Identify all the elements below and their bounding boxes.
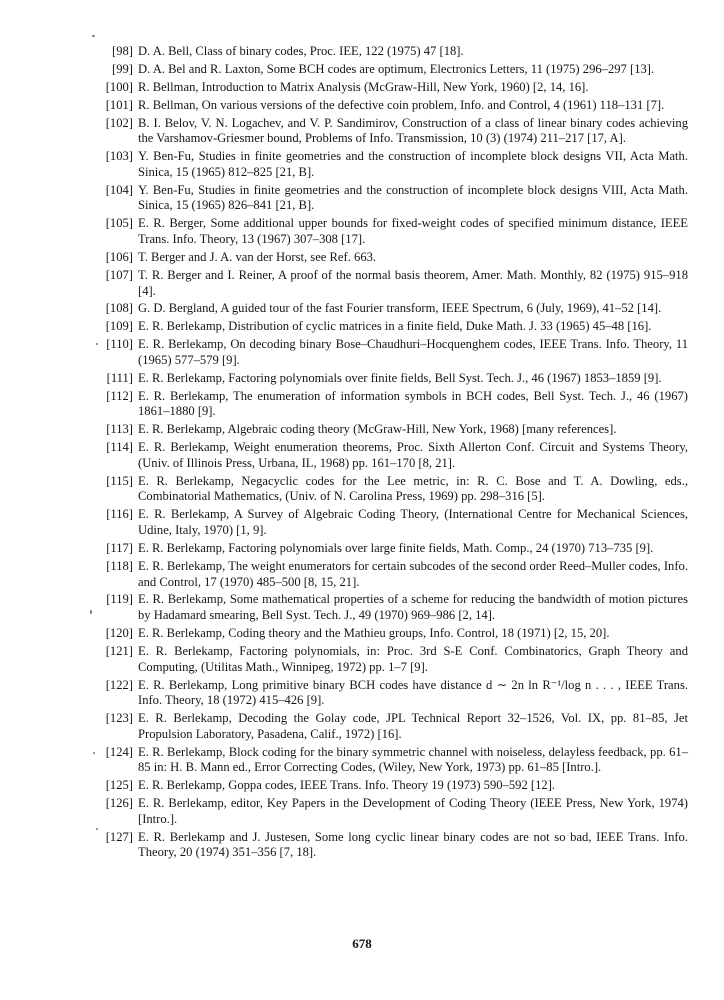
reference-number: [117]	[106, 540, 133, 555]
reference-text: E. R. Berlekamp, Factoring polynomials, in: Proc. 3rd S-E Conf. Combinatorics, Graph Theory and Computing, (Utilitas Math., Winnipeg, 1972) pp. 1–7 [9].	[138, 643, 688, 674]
reference-number: [114]	[106, 440, 133, 455]
reference-text: B. I. Belov, V. N. Logachev, and V. P. Sandimirov, Construction of a class of linear binary codes achieving the Varshamov-Griesmer bound, Problems of Info. Transmission, 10 (3) (1974) 211–217 [17, A].	[138, 115, 688, 146]
reference-item	[98, 474, 688, 505]
reference-item	[98, 371, 688, 387]
reference-item	[98, 149, 688, 180]
reference-number: [120]	[105, 626, 133, 641]
reference-text: E. R. Berger, Some additional upper bounds for fixed-weight codes of specified minimum distance, IEEE Trans. Info. Theory, 13 (1967) 307–308 [17].	[138, 216, 688, 247]
reference-item	[98, 778, 688, 794]
reference-number: [106]	[105, 249, 133, 264]
reference-number: [121]	[105, 643, 133, 658]
reference-item	[98, 644, 688, 675]
reference-number: [127]	[105, 829, 133, 844]
reference-text: E. R. Berlekamp, Algebraic coding theory (McGraw-Hill, New York, 1968) [many references].	[138, 422, 617, 437]
reference-item	[98, 44, 688, 60]
reference-number: [123]	[105, 711, 133, 726]
reference-number: [99]	[112, 61, 133, 76]
reference-text: Y. Ben-Fu, Studies in finite geometries and the construction of incomplete block designs VII, Acta Math. Sinica, 15 (1965) 812–825 [21, B].	[138, 149, 688, 179]
reference-text: E. R. Berlekamp and J. Justesen, Some long cyclic linear binary codes are not so bad, IEEE Trans. Info. Theory, 20 (1974) 351–356 [7, 18].	[138, 829, 688, 860]
reference-item	[98, 62, 688, 78]
reference-text: E. R. Berlekamp, Factoring polynomials over large finite fields, Math. Comp., 24 (1970) 713–735 [9].	[138, 540, 654, 555]
reference-text: E. R. Berlekamp, Goppa codes, IEEE Trans. Info. Theory 19 (1973) 590–592 [12].	[138, 778, 556, 793]
reference-text: E. R. Berlekamp, Decoding the Golay code, JPL Technical Report 32–1526, Vol. IX, pp. 81–85, Jet Propulsion Laboratory, Pasadena, Calif., 1972) [16].	[138, 711, 688, 741]
reference-number: [118]	[106, 558, 133, 573]
scan-speck	[93, 752, 95, 754]
reference-item	[98, 337, 688, 368]
reference-number: [112]	[106, 388, 133, 403]
reference-number: [122]	[105, 677, 133, 692]
reference-number: [102]	[105, 115, 133, 130]
reference-number: [109]	[105, 319, 133, 334]
reference-text: E. R. Berlekamp, Factoring polynomials over finite fields, Bell Syst. Tech. J., 46 (1967) 1853–1859 [9].	[138, 370, 662, 385]
reference-item	[98, 711, 688, 742]
reference-number: [100]	[105, 79, 133, 94]
reference-text: R. Bellman, Introduction to Matrix Analysis (McGraw-Hill, New York, 1960) [2, 14, 16].	[138, 79, 589, 94]
reference-text: Y. Ben-Fu, Studies in finite geometries and the construction of incomplete block designs VIII, Acta Math. Sinica, 15 (1965) 826–841 [21, B].	[138, 182, 688, 213]
reference-text: R. Bellman, On various versions of the defective coin problem, Info. and Control, 4 (1961) 118–131 [7].	[138, 97, 665, 112]
reference-number: [105]	[105, 216, 133, 231]
reference-text: E. R. Berlekamp, Block coding for the binary symmetric channel with noiseless, delayless feedback, pp. 61–85 in: H. B. Mann ed., Error Correcting Codes, (Wiley, New York, 1973) pp. 61–85 [Intro.].	[138, 744, 688, 775]
reference-text: E. R. Berlekamp, Long primitive binary BCH codes have distance d ∼ 2n ln R⁻¹/log n . . . , IEEE Trans. Info. Theory, 18 (1972) 415–426 [9].	[138, 677, 688, 708]
reference-number: [125]	[105, 778, 133, 793]
reference-number: [104]	[105, 182, 133, 197]
reference-text: E. R. Berlekamp, Negacyclic codes for the Lee metric, in: R. C. Bose and T. A. Dowling, eds., Combinatorial Mathematics, (Univ. of N. Carolina Press, 1969) pp. 298–316 [5].	[138, 473, 688, 504]
reference-text: E. R. Berlekamp, On decoding binary Bose–Chaudhuri–Hocquenghem codes, IEEE Trans. Info. Theory, 11 (1965) 577–579 [9].	[138, 337, 688, 367]
reference-text: E. R. Berlekamp, The enumeration of information symbols in BCH codes, Bell Syst. Tech. J., 46 (1967) 1861–1880 [9].	[138, 388, 688, 419]
reference-item	[98, 389, 688, 420]
reference-item	[98, 507, 688, 538]
reference-item	[98, 796, 688, 827]
reference-number: [103]	[105, 149, 133, 164]
reference-item	[98, 250, 688, 266]
reference-number: [113]	[106, 422, 133, 437]
page-number: 678	[352, 936, 372, 951]
reference-text: T. R. Berger and I. Reiner, A proof of the normal basis theorem, Amer. Math. Monthly, 82 (1975) 915–918 [4].	[138, 267, 688, 298]
reference-number: [108]	[105, 301, 133, 316]
reference-number: [110]	[106, 337, 133, 352]
scan-speck	[90, 610, 92, 614]
reference-item	[98, 183, 688, 214]
reference-text: E. R. Berlekamp, Some mathematical properties of a scheme for reducing the bandwidth of motion pictures by Hadamard smearing, Bell Syst. Tech. J., 49 (1970) 969–986 [2, 14].	[138, 592, 688, 623]
reference-item	[98, 216, 688, 247]
reference-item	[98, 80, 688, 96]
reference-text: E. R. Berlekamp, Distribution of cyclic matrices in a finite field, Duke Math. J. 33 (1965) 45–48 [16].	[138, 319, 652, 334]
reference-number: [107]	[105, 267, 133, 282]
scan-speck	[92, 35, 95, 37]
reference-item	[98, 592, 688, 623]
reference-number: [115]	[106, 473, 133, 488]
scan-speck	[96, 343, 98, 345]
reference-item	[98, 626, 688, 642]
reference-text: E. R. Berlekamp, The weight enumerators for certain subcodes of the second order Reed–Muller codes, Info. and Control, 17 (1970) 485–500 [8, 15, 21].	[138, 558, 688, 589]
reference-item	[98, 98, 688, 114]
reference-item	[98, 268, 688, 299]
reference-item	[98, 745, 688, 776]
reference-item	[98, 440, 688, 471]
reference-text: D. A. Bel and R. Laxton, Some BCH codes are optimum, Electronics Letters, 11 (1975) 296–297 [13].	[138, 61, 655, 76]
reference-number: [98]	[112, 44, 133, 58]
reference-text: E. R. Berlekamp, editor, Key Papers in the Development of Coding Theory (IEEE Press, New York, 1974) [Intro.].	[138, 796, 688, 826]
reference-item	[98, 319, 688, 335]
reference-number: [101]	[105, 97, 133, 112]
reference-text: D. A. Bell, Class of binary codes, Proc. IEE, 122 (1975) 47 [18].	[138, 44, 464, 58]
reference-text: G. D. Bergland, A guided tour of the fast Fourier transform, IEEE Spectrum, 6 (July, 1969), 41–52 [14].	[138, 301, 662, 316]
reference-item	[98, 541, 688, 557]
reference-item	[98, 301, 688, 317]
reference-item	[98, 559, 688, 590]
reference-list	[98, 44, 688, 863]
reference-item	[98, 422, 688, 438]
reference-item	[98, 830, 688, 861]
reference-text: T. Berger and J. A. van der Horst, see Ref. 663.	[138, 249, 377, 264]
reference-number: [124]	[105, 744, 133, 759]
reference-text: E. R. Berlekamp, Weight enumeration theorems, Proc. Sixth Allerton Conf. Circuit and Systems Theory, (Univ. of Illinois Press, Urbana, IL, 1968) pp. 161–170 [8, 21].	[138, 440, 688, 470]
reference-number: [119]	[106, 592, 133, 607]
reference-item	[98, 678, 688, 709]
reference-number: [116]	[106, 507, 133, 522]
reference-text: E. R. Berlekamp, Coding theory and the Mathieu groups, Info. Control, 18 (1971) [2, 15, 20].	[138, 626, 610, 641]
reference-item	[98, 116, 688, 147]
reference-number: [126]	[105, 796, 133, 811]
reference-number: [111]	[106, 370, 133, 385]
scan-speck	[96, 828, 98, 830]
reference-text: E. R. Berlekamp, A Survey of Algebraic Coding Theory, (International Centre for Mechanical Sciences, Udine, Italy, 1970) [1, 9].	[138, 507, 688, 538]
